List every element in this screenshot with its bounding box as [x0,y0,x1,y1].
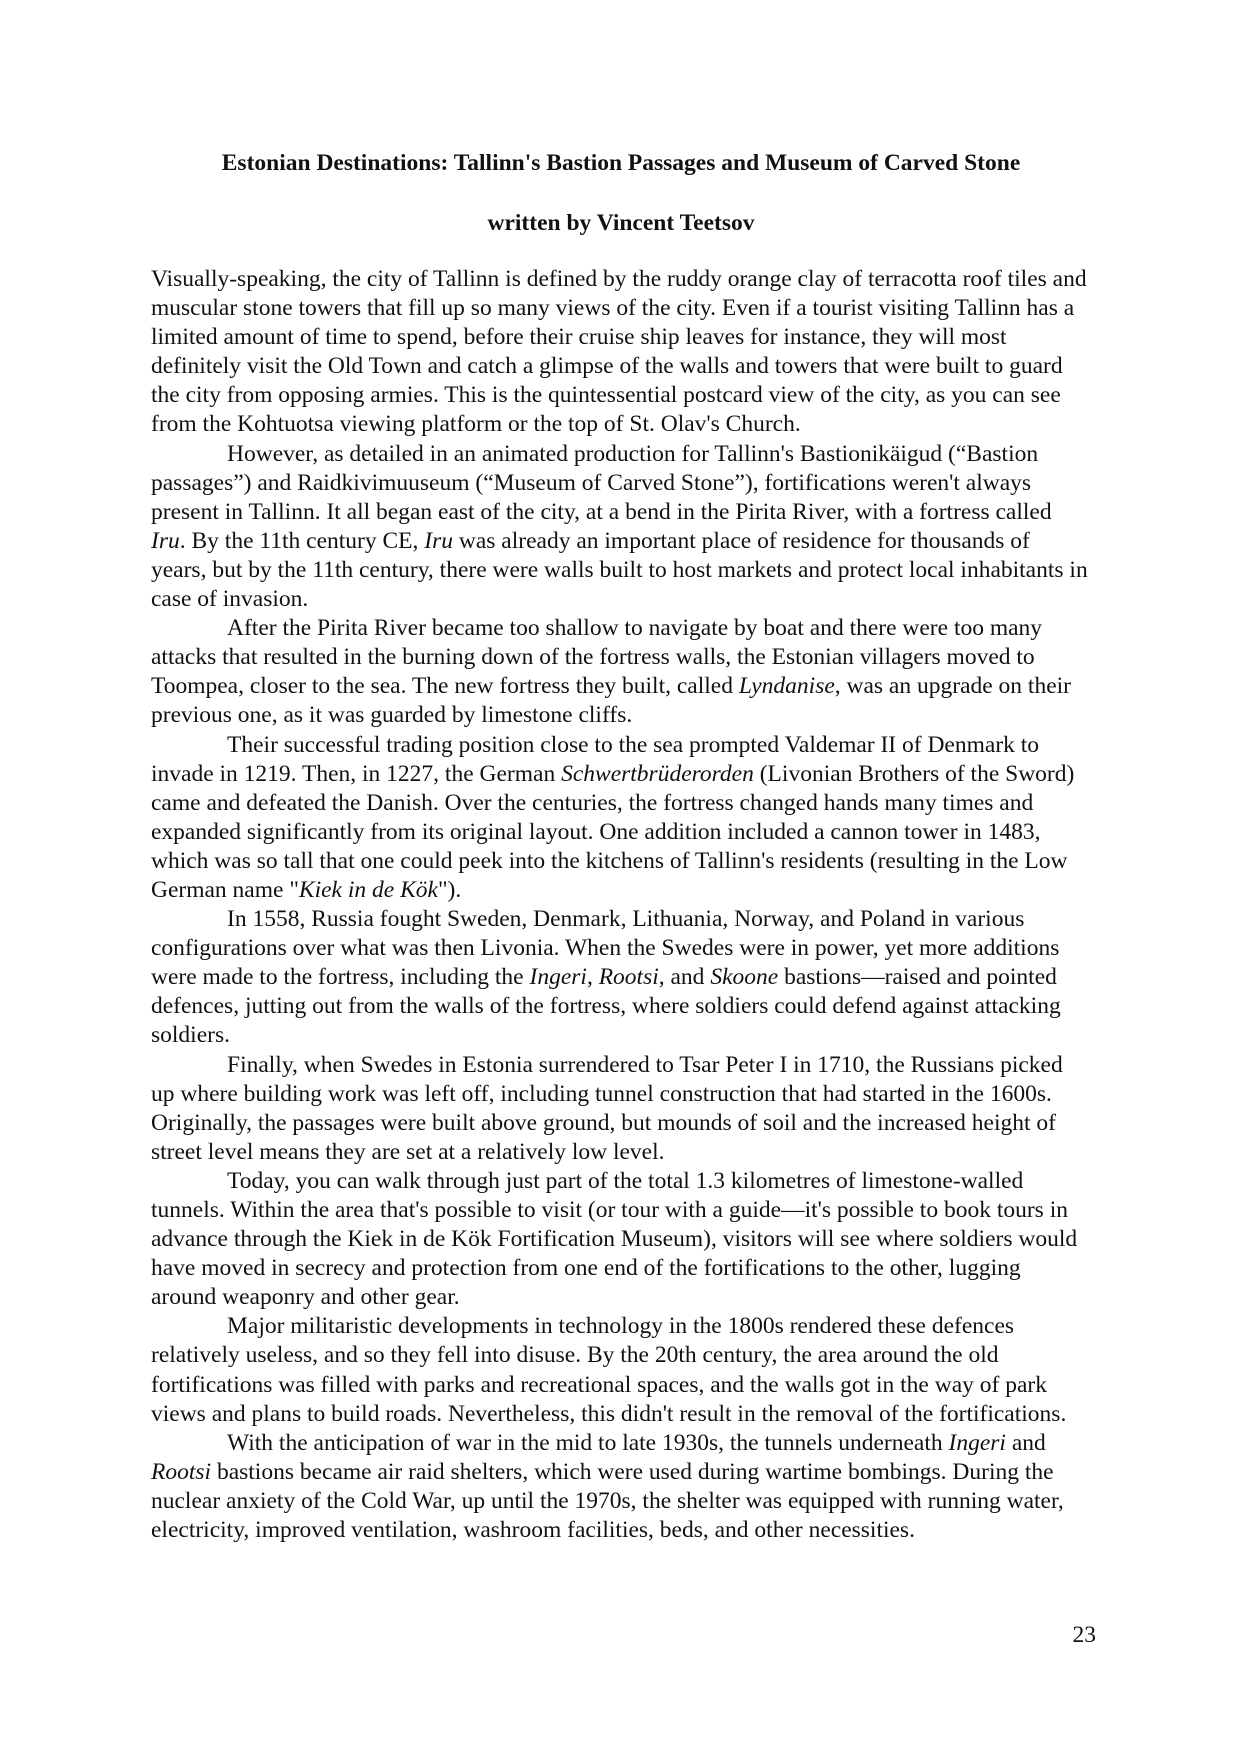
page-number: 23 [1072,1622,1096,1648]
paragraph [151,1051,1091,1167]
text-run: , [586,964,599,991]
italic-term: Iru [151,527,180,554]
italic-term: Lyndanise [738,673,835,700]
italic-term: Ingeri [948,1429,1006,1456]
text-run: Major militaristic developments in technology in the 1800s rendered these defences relatively useless, and so they fell into disuse. By the 20th century, the area around the old fortifications was filled with parks and recreational spaces, and the walls got in the way of park views and plans to build roads. Nevertheless, this didn't result in the removal of the fortifications. [151,1313,1067,1427]
paragraph [151,731,1091,906]
text-run: Visually-speaking, the city of Tallinn is defined by the ruddy orange clay of terracotta roof tiles and muscular stone towers that fill up so many views of the city. Even if a tourist visiting Tallinn has a limited amount of time to spend, before their cruise ship leaves for instance, they will most definitely visit the Old Town and catch a glimpse of the walls and towers that were built to guard the city from opposing armies. This is the quintessential postcard view of the city, as you can see from the Kohtuotsa viewing platform or the top of St. Olav's Church. [151,266,1087,438]
text-run: With the anticipation of war in the mid to late 1930s, the tunnels underneath [227,1429,949,1456]
article-title: Estonian Destinations: Tallinn's Bastion Passages and Museum of Carved Stone [221,150,1021,176]
article-byline: written by Vincent Teetsov [487,210,755,236]
italic-term: Skoone [710,964,779,991]
text-run: . By the 11th century CE, [179,527,425,554]
paragraph [151,1429,1091,1545]
text-run: Their successful trading position close to the sea prompted Valdemar II of Denmark to invade in 1219. Then, in 1227, the German [151,731,1040,787]
text-run: However, as detailed in an animated production for Tallinn's Bastionikäigud (“Bastion passages”) and Raidkivimuuseum (“Museum of Carved Stone”), fortifications weren't always present in Tallinn. It all began east of the city, at a bend in the Pirita River, with a fortress called [151,440,1052,525]
text-run: "). [437,876,462,903]
paragraph [151,1312,1091,1428]
paragraph [151,905,1091,1050]
paragraph [151,265,1091,440]
italic-term: Rootsi [151,1458,212,1485]
text-run: Today, you can walk through just part of the total 1.3 kilometres of limestone-walled tunnels. Within the area that's possible to visit (or tour with a guide—it's possible to book tours in advance through the Kiek in de Kök Fortification Museum), visitors will see where soldiers would have moved in secrecy and protection from one end of the fortifications to the other, lugging around weaponry and other gear. [151,1167,1078,1311]
italic-term: Schwertbrüderorden [561,760,754,787]
paragraph [151,1167,1091,1312]
article-body [151,265,1091,1545]
text-run: , was an upgrade on their previous one, as it was guarded by limestone cliffs. [151,673,1071,729]
text-run: and [1005,1429,1046,1456]
paragraph [151,440,1091,615]
text-run: , and [658,964,711,991]
text-run: bastions became air raid shelters, which were used during wartime bombings. During the nuclear anxiety of the Cold War, up until the 1970s, the shelter was equipped with running water, electricity, improved ventilation, washroom facilities, beds, and other necessities. [151,1458,1064,1544]
text-run: After the Pirita River became too shallow to navigate by boat and there were too many attacks that resulted in the burning down of the fortress walls, the Estonian villagers moved to Toompea, closer to the sea. The new fortress they built, called [151,615,1043,700]
text-run: was already an important place of residence for thousands of years, but by the 11th century, there were walls built to host markets and protect local inhabitants in case of invasion. [151,527,1088,613]
text-run: (Livonian Brothers of the Sword) came and defeated the Danish. Over the centuries, the fortress changed hands many times and expanded significantly from its original layout. One addition included a cannon tower in 1483, which was so tall that one could peek into the kitchens of Tallinn's residents (resulting in the Low German name " [151,760,1075,903]
italic-term: Kiek in de Kök [298,876,438,903]
italic-term: Iru [424,527,454,554]
paragraph [151,614,1091,730]
text-run: bastions—raised and pointed defences, jutting out from the walls of the fortress, where soldiers could defend against attacking soldiers. [151,964,1061,1049]
italic-term: Rootsi [598,964,659,991]
text-run: In 1558, Russia fought Sweden, Denmark, Lithuania, Norway, and Poland in various configurations over what was then Livonia. When the Swedes were in power, yet more additions were made to the fortress, including the [151,906,1060,991]
text-run: Finally, when Swedes in Estonia surrendered to Tsar Peter I in 1710, the Russians picked up where building work was left off, including tunnel construction that had started in the 1600s. Originally, the passages were built above ground, but mounds of soil and the increased height of street level means they are set at a relatively low level. [151,1051,1063,1165]
italic-term: Ingeri [529,964,587,991]
